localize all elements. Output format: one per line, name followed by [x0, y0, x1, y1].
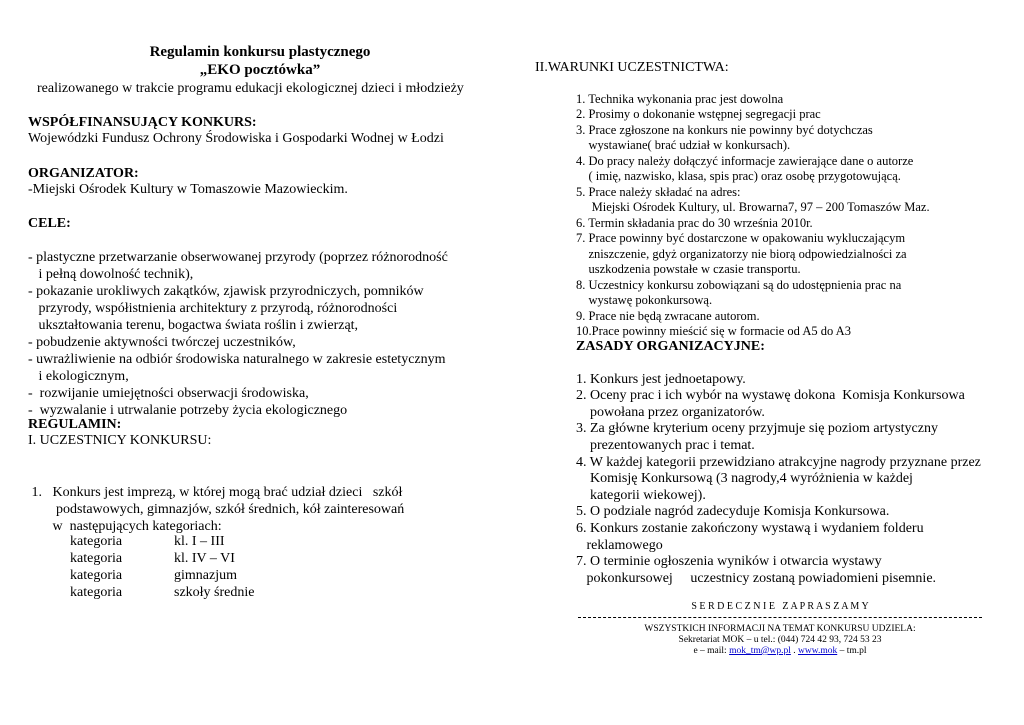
website-suffix: – tm.pl [837, 646, 867, 656]
goals-heading: CELE: [28, 216, 71, 231]
categories-table [70, 533, 254, 601]
org-line: 7. O terminie ogłoszenia wyników i otwarcia wystawy [576, 554, 882, 570]
category-row [70, 567, 254, 584]
condition-line: ( imię, nazwisko, klasa, spis prac) oraz osobę przygotowującą. [576, 169, 901, 183]
condition-line: 5. Prace należy składać na adres: [576, 184, 741, 199]
link-separator: . [790, 646, 798, 656]
org-line: 1. Konkurs jest jednoetapowy. [576, 371, 746, 387]
org-line: kategorii wiekowej). [576, 487, 706, 503]
category-row [70, 550, 254, 567]
section2-list [576, 76, 930, 355]
email-link[interactable]: mok_tm@wp.pl [729, 646, 791, 656]
footer-secretariat: Sekretariat MOK – u tel.: (044) 724 42 93, 724 53 23 [678, 635, 882, 645]
org-line: prezentowanych prac i temat. [576, 437, 755, 453]
goal-line: - pokazanie urokliwych zakątków, zjawisk przyrodniczych, pomników [28, 284, 424, 299]
rules-heading: REGULAMIN: [28, 417, 122, 432]
condition-line: wystawiane( brać udział w konkursach). [576, 138, 791, 152]
category-value: szkoły średnie [174, 585, 255, 600]
goal-line: - pobudzenie aktywności twórczej uczestników, [28, 335, 296, 350]
goal-line: - rozwijanie umiejętności obserwacji środowiska, [28, 386, 309, 401]
org-line: pokonkursowej uczestnicy zostaną powiadomieni pisemnie. [576, 570, 937, 586]
category-label: kategoria [70, 551, 123, 566]
footer-info: WSZYSTKICH INFORMACJI NA TEMAT KONKURSU UDZIELA: [644, 624, 916, 634]
email-prefix: e – mail: [693, 646, 730, 656]
category-row [70, 533, 254, 550]
invite-text: S E R D E C Z N I E Z A P R A S Z A M Y [691, 601, 869, 612]
condition-line: uszkodzenia powstałe w czasie transportu. [576, 262, 801, 276]
condition-line: 4. Do pracy należy dołączyć informacje zawierające dane o autorze [576, 153, 914, 168]
goal-line: i pełną dowolność technik), [28, 267, 194, 282]
doc-subtitle: „EKO pocztówka” [199, 62, 321, 78]
category-label: kategoria [70, 585, 123, 600]
section1-line: w następujących kategoriach: [28, 519, 222, 534]
org-line: reklamowego [576, 537, 663, 553]
section1-heading: I. UCZESTNICY KONKURSU: [28, 433, 212, 448]
org-line: 5. O podziale nagród zadecyduje Komisja Konkursowa. [576, 504, 890, 520]
org-heading: ZASADY ORGANIZACYJNE: [576, 339, 765, 354]
dashed-divider [578, 617, 982, 618]
org-line: 6. Konkurs zostanie zakończony wystawą i wydaniem folderu [576, 520, 924, 536]
organizer-text: -Miejski Ośrodek Kultury w Tomaszowie Mazowieckim. [28, 182, 348, 197]
org-line: powołana przez organizatorów. [576, 404, 765, 420]
goal-line: - wyzwalanie i utrwalanie potrzeby życia ekologicznego [28, 403, 348, 418]
doc-tagline: realizowanego w trakcie programu edukacji ekologicznej dzieci i młodzieży [37, 81, 464, 96]
goal-line: przyrody, współistnienia architektury z przyrodą, różnorodności [28, 301, 398, 316]
cofinancing-heading: WSPÓŁFINANSUJĄCY KONKURS: [28, 115, 257, 130]
condition-line: zniszczenie, gdyż organizatorzy nie biorą odpowiedzialności za [576, 246, 907, 261]
org-list [576, 355, 981, 604]
condition-line: 7. Prace powinny być dostarczone w opakowaniu wykluczającym [576, 231, 906, 245]
condition-line: 2. Prosimy o dokonanie wstępnej segregacji prac [576, 107, 821, 121]
category-row [70, 584, 254, 601]
category-value: kl. IV – VI [174, 551, 235, 566]
section1-line: 1. Konkurs jest imprezą, w której mogą brać udział dzieci szkół [28, 485, 403, 500]
condition-line: 10.Prace powinny mieścić się w formacie od A5 do A3 [576, 324, 851, 338]
section2-heading: II.WARUNKI UCZESTNICTWA: [535, 60, 729, 75]
goal-line: ukształtowania terenu, bogactwa świata roślin i zwierząt, [28, 318, 359, 333]
condition-line: 6. Termin składania prac do 30 września 2010r. [576, 215, 813, 230]
footer-contact [578, 646, 982, 657]
category-value: kl. I – III [174, 534, 225, 549]
goals-list [28, 232, 448, 436]
website-link[interactable]: www.mok [798, 646, 838, 656]
category-label: kategoria [70, 534, 123, 549]
org-line: 2. Oceny prac i ich wybór na wystawę dokona Komisja Konkursowa [576, 388, 965, 404]
org-line: 3. Za główne kryterium oceny przyjmuje się poziom artystyczny [576, 421, 938, 437]
condition-line: Miejski Ośrodek Kultury, ul. Browarna7, 97 – 200 Tomaszów Maz. [576, 200, 930, 214]
section1-line: podstawowych, gimnazjów, szkół średnich, kół zainteresowań [28, 502, 405, 517]
org-line: Komisję Konkursową (3 nagrody,4 wyróżnienia w każdej [576, 471, 913, 487]
condition-line: 9. Prace nie będą zwracane autorom. [576, 308, 760, 323]
condition-line: wystawę pokonkursową. [576, 293, 713, 307]
cofinancing-text: Wojewódzki Fundusz Ochrony Środowiska i Gospodarki Wodnej w Łodzi [28, 131, 444, 146]
organizer-heading: ORGANIZATOR: [28, 166, 139, 181]
goal-line: i ekologicznym, [28, 369, 129, 384]
goal-line: - uwrażliwienie na odbiór środowiska naturalnego w zakresie estetycznym [28, 352, 446, 367]
org-line: 4. W każdej kategorii przewidziano atrakcyjne nagrody przyznane przez [576, 454, 981, 470]
doc-title: Regulamin konkursu plastycznego [149, 44, 371, 60]
category-label: kategoria [70, 568, 123, 583]
condition-line: 3. Prace zgłoszone na konkurs nie powinny być dotychczas [576, 122, 873, 137]
condition-line: 1. Technika wykonania prac jest dowolna [576, 91, 784, 106]
goal-line: - plastyczne przetwarzanie obserwowanej przyrody (poprzez różnorodność [28, 250, 448, 265]
category-value: gimnazjum [174, 568, 237, 583]
condition-line: 8. Uczestnicy konkursu zobowiązani są do udostępnienia prac na [576, 277, 902, 292]
